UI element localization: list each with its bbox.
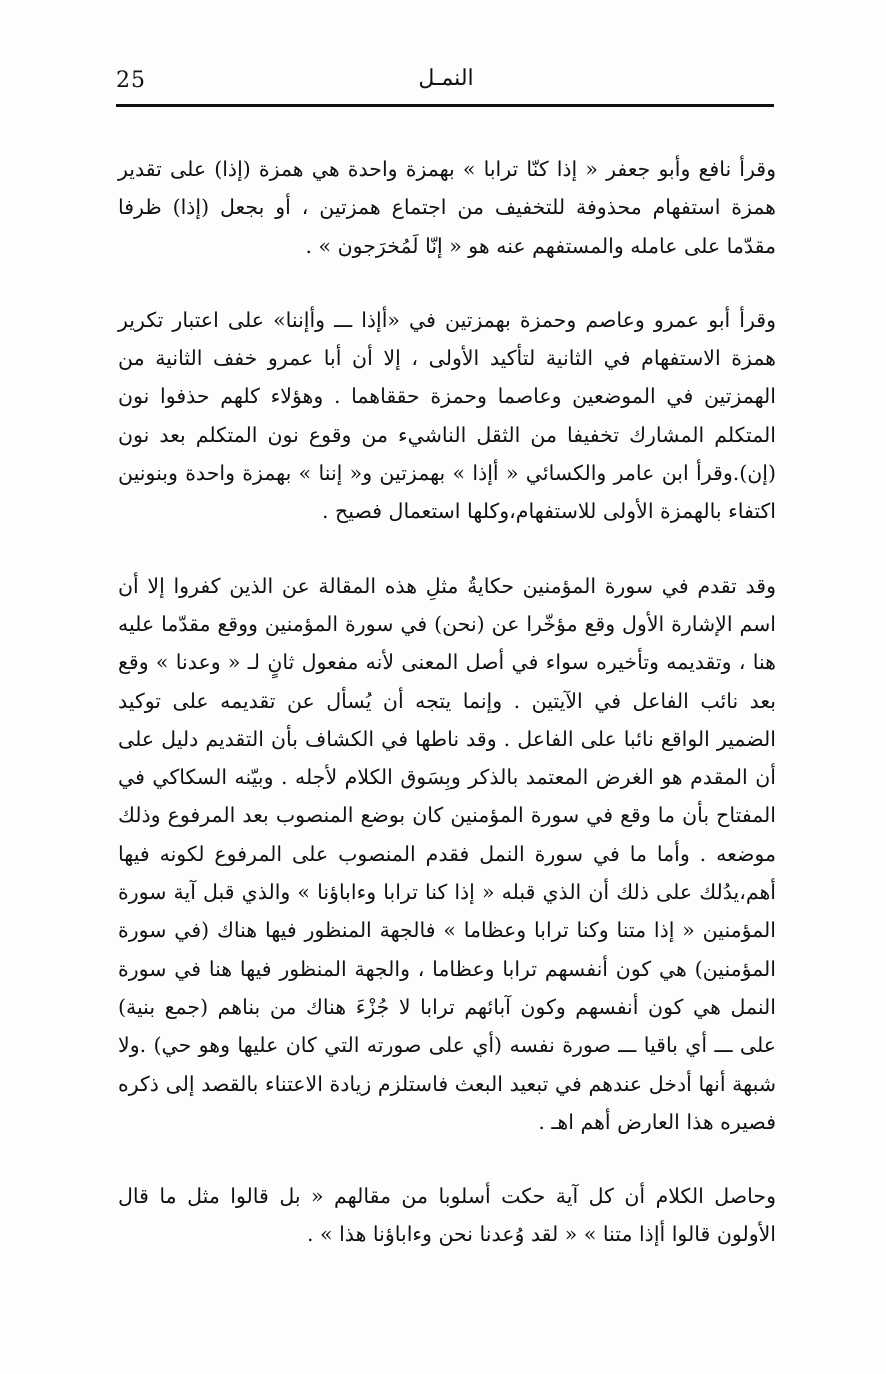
paragraph-3: وقد تقدم في سورة المؤمنين حكايةُ مثلِ هذه المقالة عن الذين كفروا إلا أن اسم الإشارة الأول وقع مؤخّرا عن (نحن) في سورة المؤمنين ووقع مقدّما عليه هنا ، وتقديمه وتأخيره سواء في أصل المعنى لأنه مفعول ثانٍ لـ « وعدنا » وقع بعد نائب الفاعل في الآيتين . وإنما يتجه أن يُسأل عن تقديمه على توكيد الضمير الواقع نائبا على الفاعل . وقد ناطها في الكشاف بأن التقديم دليل على أن المقدم هو الغرض المعتمد بالذكر وبِسَوق الكلام لأجله . وبيّنه السكاكي في المفتاح بأن ما وقع في سورة المؤمنين كان بوضع المنصوب بعد المرفوع وذلك موضعه . وأما ما في سورة النمل فقدم المنصوب على المرفوع لكونه فيها أهم،يدُلك على ذلك أن الذي قبله « إذا كنا ترابا وءاباؤنا » والذي قبل آية سورة المؤمنين « إذا متنا وكنا ترابا وعظاما » فالجهة المنظور فيها هناك (في سورة المؤمنين) هي كون أنفسهم ترابا وعظاما ، والجهة المنظور فيها هنا في سورة النمل هي كون أنفسهم وكون آبائهم ترابا لا جُزْءَ هناك من بناهم (جمع بنية) على ـــ أي باقيا ـــ صورة نفسه (أي على صورته التي كان عليها وهو حي) .ولا شبهة أنها أدخل عندهم في تبعيد البعث فاستلزم زيادة الاعتناء بالقصد إلى ذكره فصيره هذا العارض أهم اهـ . bbox=[118, 573, 776, 1134]
body-text bbox=[118, 150, 776, 1254]
paragraph-2: وقرأ أبو عمرو وعاصم وحمزة بهمزتين في «أإذا ـــ وأإننا» على اعتبار تكرير همزة الاستفهام في الثانية لتأكيد الأولى ، إلا أن أبا عمرو خفف الثانية من الهمزتين في الموضعين وعاصما وحمزة حققاهما . وهؤلاء كلهم حذفوا نون المتكلم المشارك تخفيفا من الثقل الناشيء من وقوع نون المتكلم بعد نون (إن).وقرأ ابن عامر والكسائي « أإذا » بهمزتين و« إننا » بهمزة واحدة وبنونين اكتفاء بالهمزة الأولى للاستفهام،وكلها استعمال فصيح . bbox=[118, 307, 776, 524]
paragraph-4: وحاصل الكلام أن كل آية حكت أسلوبا من مقالهم « بل قالوا مثل ما قال الأولون قالوا أإذا متنا » « لقد وُعدنا نحن وءاباؤنا هذا » . bbox=[118, 1184, 776, 1247]
header-rule bbox=[116, 104, 774, 107]
running-head bbox=[116, 60, 776, 104]
page-number: 25 bbox=[116, 68, 146, 93]
paragraph-1: وقرأ نافع وأبو جعفر « إذا كنّا ترابا » بهمزة واحدة هي همزة (إذا) على تقدير همزة استفهام محذوفة للتخفيف من اجتماع همزتين ، أو بجعل (إذا) ظرفا مقدّما على عامله والمستفهم عنه هو « إنّا لَمُخرَجون » . bbox=[118, 157, 776, 258]
running-title: النمـل bbox=[418, 66, 474, 91]
